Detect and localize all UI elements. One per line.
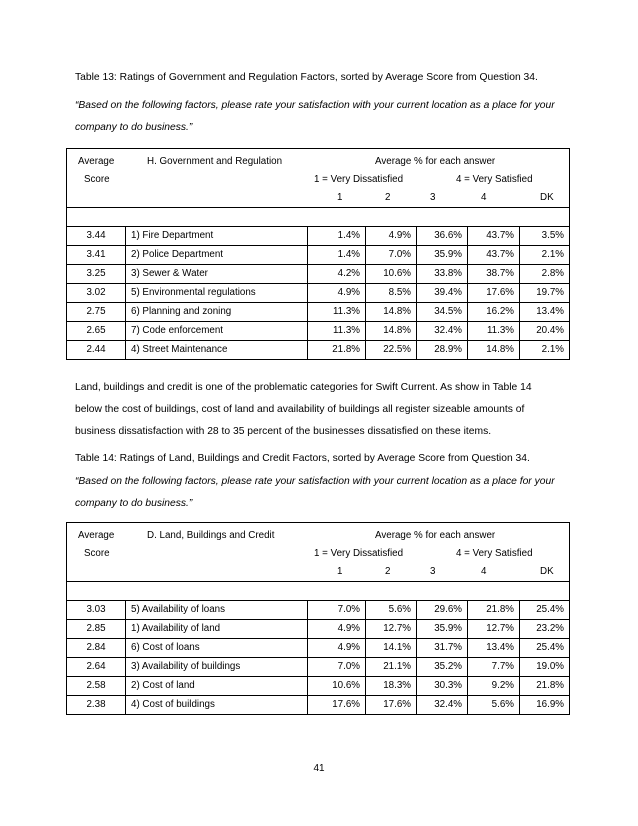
row-value-4: 5.6% (468, 696, 520, 715)
header-col-4: 4 (481, 566, 487, 577)
table-row (67, 696, 570, 715)
row-value-4: 14.8% (468, 341, 520, 360)
row-label: 3) Availability of buildings (126, 658, 308, 677)
row-value-1: 11.3% (308, 322, 366, 341)
row-value-1: 4.9% (308, 639, 366, 658)
table-row (67, 341, 570, 360)
row-value-2: 5.6% (366, 601, 417, 620)
row-value-dk: 23.2% (520, 620, 570, 639)
header-category: D. Land, Buildings and Credit (147, 530, 275, 541)
row-score: 3.03 (67, 601, 126, 620)
row-value-dk: 21.8% (520, 677, 570, 696)
row-value-dk: 3.5% (520, 227, 570, 246)
table-row (67, 227, 570, 246)
row-label: 2) Cost of land (126, 677, 308, 696)
row-value-3: 32.4% (417, 322, 468, 341)
table14-quote-line2: company to do business.” (75, 498, 193, 509)
table13-caption: Table 13: Ratings of Government and Regulation Factors, sorted by Average Score from Question 34. (75, 72, 538, 83)
row-label: 4) Cost of buildings (126, 696, 308, 715)
row-score: 3.41 (67, 246, 126, 265)
header-col-3: 3 (430, 566, 436, 577)
row-value-4: 21.8% (468, 601, 520, 620)
header-category: H. Government and Regulation (147, 156, 283, 167)
paragraph-line3: business dissatisfaction with 28 to 35 percent of the businesses dissatisfied on these items. (75, 426, 492, 437)
row-value-1: 21.8% (308, 341, 366, 360)
header-col-1: 1 (337, 566, 343, 577)
row-value-4: 38.7% (468, 265, 520, 284)
row-value-dk: 13.4% (520, 303, 570, 322)
header-score: Score (84, 548, 110, 559)
table14-header (67, 523, 570, 582)
row-score: 2.85 (67, 620, 126, 639)
table13 (66, 148, 570, 360)
header-average: Average (78, 156, 115, 167)
header-col-2: 2 (385, 566, 391, 577)
table13-quote-line2: company to do business.” (75, 122, 193, 133)
row-score: 3.25 (67, 265, 126, 284)
table14-caption: Table 14: Ratings of Land, Buildings and Credit Factors, sorted by Average Score from Question 34. (75, 453, 530, 464)
row-value-2: 8.5% (366, 284, 417, 303)
header-scale-low: 1 = Very Dissatisfied (314, 174, 404, 185)
table13-header (67, 149, 570, 208)
row-label: 2) Police Department (126, 246, 308, 265)
row-value-1: 4.9% (308, 284, 366, 303)
row-value-dk: 2.1% (520, 246, 570, 265)
row-value-3: 29.6% (417, 601, 468, 620)
row-value-dk: 25.4% (520, 639, 570, 658)
table-row (67, 677, 570, 696)
row-value-4: 7.7% (468, 658, 520, 677)
row-value-3: 36.6% (417, 227, 468, 246)
paragraph-line1: Land, buildings and credit is one of the problematic categories for Swift Current. As show in Table 14 (75, 382, 532, 393)
row-value-4: 13.4% (468, 639, 520, 658)
row-value-4: 43.7% (468, 227, 520, 246)
row-value-dk: 2.8% (520, 265, 570, 284)
table-row (67, 639, 570, 658)
row-value-1: 7.0% (308, 658, 366, 677)
row-value-1: 1.4% (308, 227, 366, 246)
row-value-dk: 19.0% (520, 658, 570, 677)
row-value-dk: 2.1% (520, 341, 570, 360)
row-value-2: 14.8% (366, 322, 417, 341)
table-row (67, 322, 570, 341)
row-value-1: 4.9% (308, 620, 366, 639)
row-value-1: 4.2% (308, 265, 366, 284)
row-value-2: 4.9% (366, 227, 417, 246)
page-number: 41 (313, 763, 325, 774)
row-value-2: 14.1% (366, 639, 417, 658)
row-value-2: 10.6% (366, 265, 417, 284)
row-score: 3.02 (67, 284, 126, 303)
header-col-dk: DK (540, 566, 554, 577)
row-value-3: 28.9% (417, 341, 468, 360)
table-row (67, 246, 570, 265)
row-value-3: 35.2% (417, 658, 468, 677)
row-score: 2.38 (67, 696, 126, 715)
row-value-3: 31.7% (417, 639, 468, 658)
row-score: 2.65 (67, 322, 126, 341)
row-label: 7) Code enforcement (126, 322, 308, 341)
row-label: 6) Cost of loans (126, 639, 308, 658)
row-value-3: 30.3% (417, 677, 468, 696)
row-value-2: 14.8% (366, 303, 417, 322)
header-title: Average % for each answer (375, 156, 496, 167)
header-col-1: 1 (337, 192, 343, 203)
row-value-dk: 20.4% (520, 322, 570, 341)
row-value-1: 7.0% (308, 601, 366, 620)
row-value-4: 43.7% (468, 246, 520, 265)
header-average: Average (78, 530, 115, 541)
row-value-1: 10.6% (308, 677, 366, 696)
row-value-3: 35.9% (417, 246, 468, 265)
row-value-3: 35.9% (417, 620, 468, 639)
row-score: 2.64 (67, 658, 126, 677)
header-col-2: 2 (385, 192, 391, 203)
row-value-2: 7.0% (366, 246, 417, 265)
header-col-3: 3 (430, 192, 436, 203)
row-value-3: 33.8% (417, 265, 468, 284)
row-value-4: 12.7% (468, 620, 520, 639)
table-row (67, 303, 570, 322)
table14 (66, 522, 570, 715)
row-label: 1) Availability of land (126, 620, 308, 639)
table14-quote-line1: “Based on the following factors, please rate your satisfaction with your current location as a place for your (75, 476, 555, 487)
row-value-4: 16.2% (468, 303, 520, 322)
row-value-dk: 19.7% (520, 284, 570, 303)
row-label: 1) Fire Department (126, 227, 308, 246)
row-label: 5) Availability of loans (126, 601, 308, 620)
row-value-2: 12.7% (366, 620, 417, 639)
table-row (67, 658, 570, 677)
row-value-2: 18.3% (366, 677, 417, 696)
row-value-3: 32.4% (417, 696, 468, 715)
header-title: Average % for each answer (375, 530, 496, 541)
row-value-2: 21.1% (366, 658, 417, 677)
header-scale-high: 4 = Very Satisfied (456, 174, 533, 185)
row-label: 3) Sewer & Water (126, 265, 308, 284)
row-value-1: 11.3% (308, 303, 366, 322)
row-value-1: 17.6% (308, 696, 366, 715)
row-value-1: 1.4% (308, 246, 366, 265)
row-value-3: 39.4% (417, 284, 468, 303)
table-row (67, 620, 570, 639)
row-score: 2.84 (67, 639, 126, 658)
row-score: 2.44 (67, 341, 126, 360)
row-value-4: 11.3% (468, 322, 520, 341)
row-score: 3.44 (67, 227, 126, 246)
header-scale-low: 1 = Very Dissatisfied (314, 548, 404, 559)
header-col-4: 4 (481, 192, 487, 203)
row-value-2: 22.5% (366, 341, 417, 360)
row-value-3: 34.5% (417, 303, 468, 322)
row-value-2: 17.6% (366, 696, 417, 715)
header-score: Score (84, 174, 110, 185)
row-value-dk: 16.9% (520, 696, 570, 715)
row-value-dk: 25.4% (520, 601, 570, 620)
row-score: 2.58 (67, 677, 126, 696)
paragraph-line2: below the cost of buildings, cost of land and availability of buildings all register sizeable amounts of (75, 404, 525, 415)
table-row (67, 601, 570, 620)
row-value-4: 9.2% (468, 677, 520, 696)
row-label: 5) Environmental regulations (126, 284, 308, 303)
row-label: 6) Planning and zoning (126, 303, 308, 322)
table-row (67, 284, 570, 303)
table13-quote-line1: “Based on the following factors, please rate your satisfaction with your current location as a place for your (75, 100, 555, 111)
row-label: 4) Street Maintenance (126, 341, 308, 360)
header-col-dk: DK (540, 192, 554, 203)
header-scale-high: 4 = Very Satisfied (456, 548, 533, 559)
row-value-4: 17.6% (468, 284, 520, 303)
row-score: 2.75 (67, 303, 126, 322)
table-row (67, 265, 570, 284)
